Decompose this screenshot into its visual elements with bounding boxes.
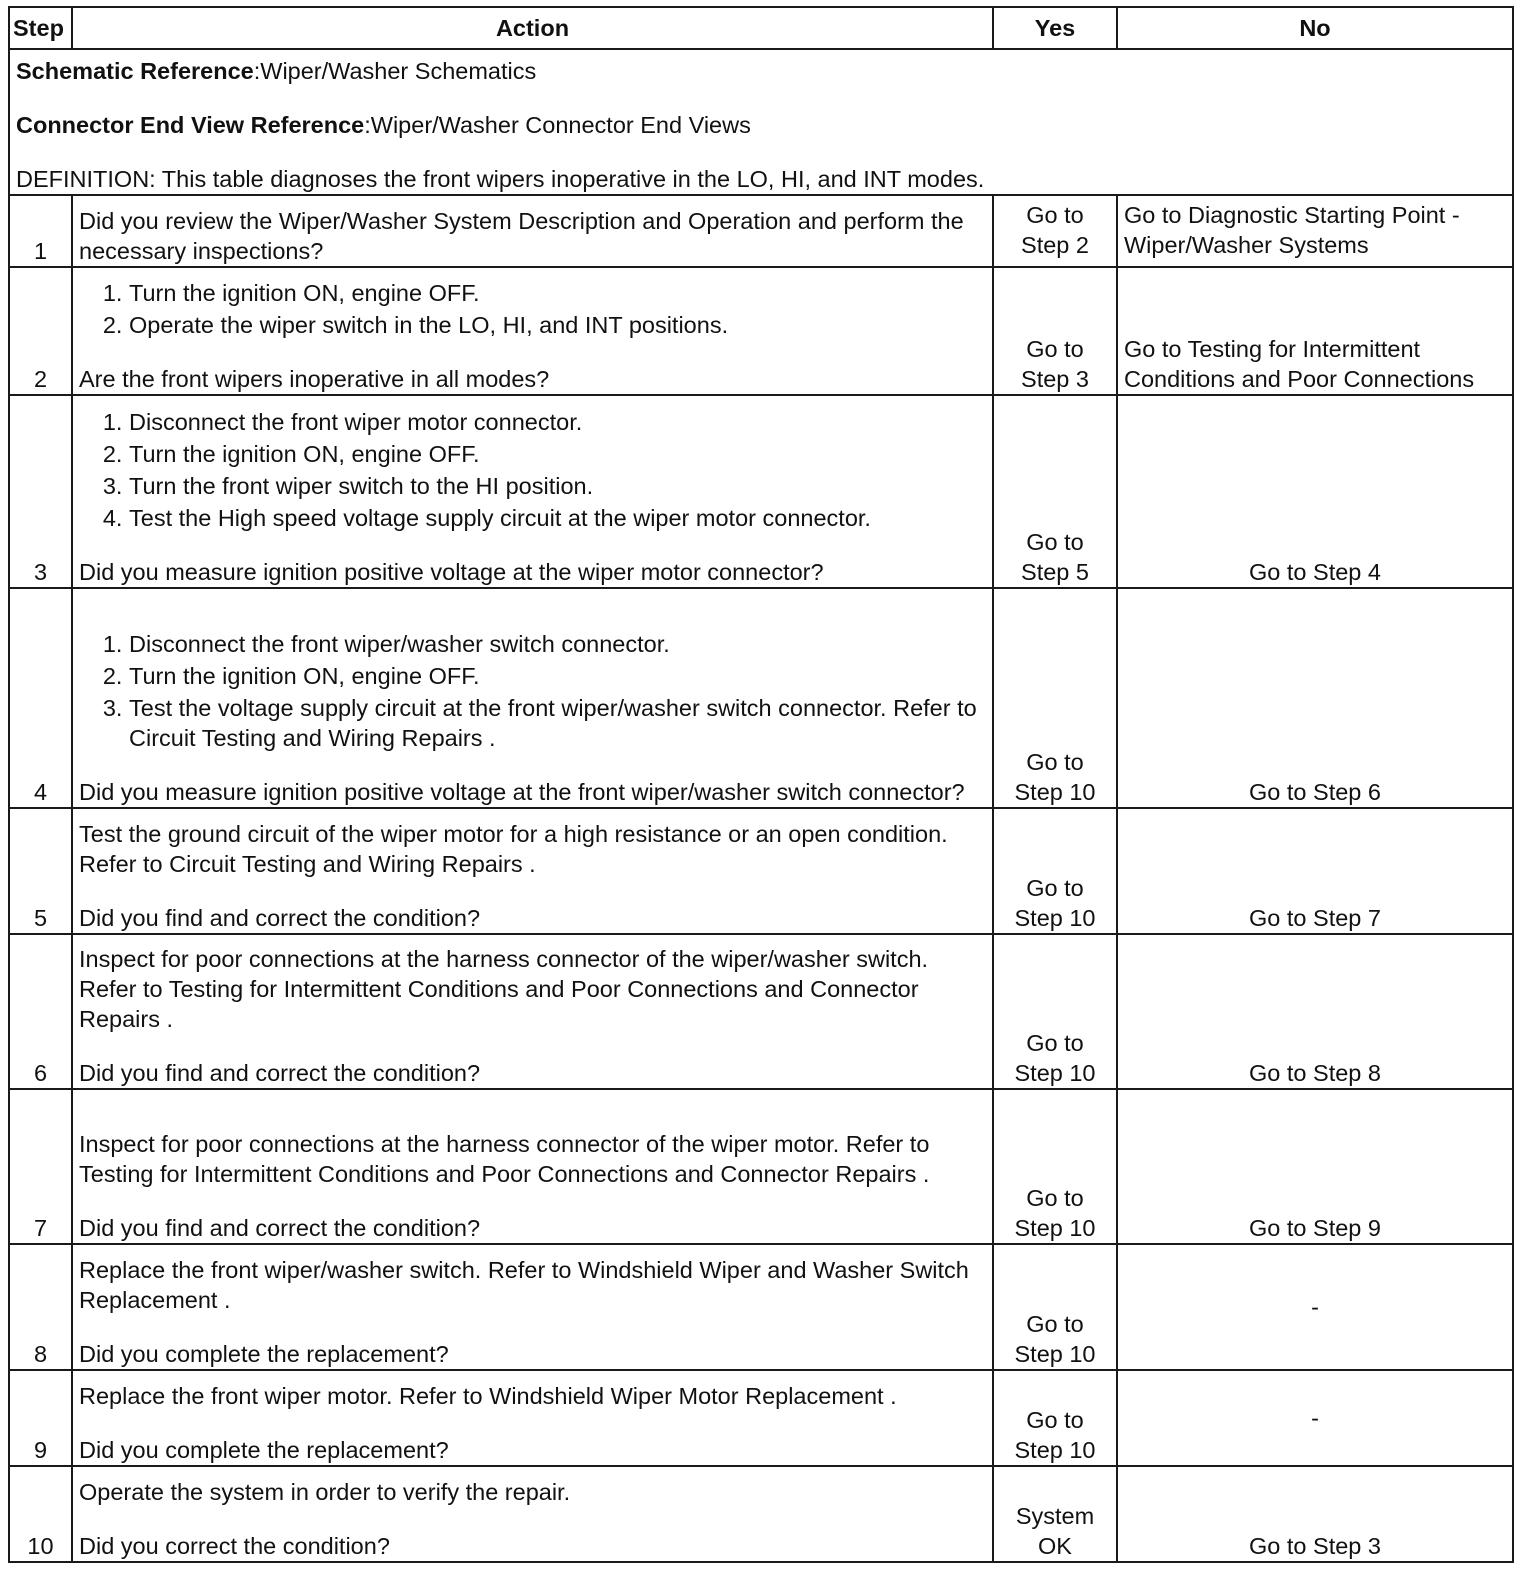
step-yes	[993, 395, 1117, 588]
step-number: 10	[9, 1466, 72, 1562]
step-question: Did you measure ignition positive voltage at the front wiper/washer switch connector?	[79, 779, 965, 805]
instruction-item: 3. Turn the front wiper switch to the HI position.	[129, 471, 986, 501]
table-row	[9, 195, 1513, 267]
step-number: 5	[9, 808, 72, 934]
no-line: Go to Step 6	[1249, 779, 1381, 805]
no-line: Go to Diagnostic Starting Point -	[1124, 202, 1460, 228]
step-yes	[993, 267, 1117, 395]
instruction-item: 2. Turn the ignition ON, engine OFF.	[129, 439, 986, 469]
yes-line: Step 10	[1014, 779, 1096, 805]
table-row	[9, 934, 1513, 1089]
no-line: -	[1311, 1405, 1319, 1431]
yes-line: Step 10	[1014, 1060, 1096, 1086]
no-line: Go to Step 4	[1249, 559, 1381, 585]
step-text: Inspect for poor connections at the harness connector of the wiper motor. Refer to Testing for Intermittent Conditions and Poor Connections and Connector Repairs .	[79, 1131, 930, 1187]
instruction-item: 2. Turn the ignition ON, engine OFF.	[129, 661, 986, 691]
header-step: Step	[9, 7, 72, 49]
step-action	[72, 267, 993, 395]
step-text: Replace the front wiper/washer switch. Refer to Windshield Wiper and Washer Switch Replacement .	[79, 1257, 969, 1313]
step-action	[72, 808, 993, 934]
instruction-item: 1. Disconnect the front wiper motor connector.	[129, 407, 986, 437]
step-no	[1117, 1244, 1513, 1370]
step-yes	[993, 808, 1117, 934]
yes-line: Step 10	[1014, 1437, 1096, 1463]
yes-line: System	[1015, 1503, 1095, 1529]
yes-line: Go to	[1026, 529, 1084, 555]
table-row	[9, 1370, 1513, 1466]
yes-line: Go to	[1026, 336, 1084, 362]
table-header-row	[9, 7, 1513, 49]
instruction-item: 2. Operate the wiper switch in the LO, HI, and INT positions.	[129, 310, 986, 340]
step-yes	[993, 1089, 1117, 1244]
schematic-reference-label: Schematic Reference	[16, 58, 254, 84]
yes-line: Step 5	[1021, 559, 1089, 585]
table-row	[9, 1089, 1513, 1244]
diagnostic-page	[8, 6, 1514, 1563]
instruction-item: 3. Test the voltage supply circuit at the front wiper/washer switch connector. Refer to Circuit Testing and Wiring Repairs .	[129, 693, 986, 753]
no-line: Go to Testing for Intermittent	[1124, 336, 1421, 362]
yes-line: Step 10	[1014, 1215, 1096, 1241]
step-question: Did you find and correct the condition?	[79, 1060, 481, 1086]
step-yes	[993, 195, 1117, 267]
step-yes	[993, 588, 1117, 808]
no-line: -	[1311, 1294, 1319, 1320]
step-question: Did you review the Wiper/Washer System Description and Operation and perform the necessary inspections?	[79, 208, 964, 264]
step-number: 6	[9, 934, 72, 1089]
instruction-item: 4. Test the High speed voltage supply circuit at the wiper motor connector.	[129, 503, 986, 533]
step-action	[72, 588, 993, 808]
table-row	[9, 267, 1513, 395]
step-action	[72, 195, 993, 267]
step-number: 4	[9, 588, 72, 808]
step-no	[1117, 934, 1513, 1089]
yes-line: Step 3	[1021, 366, 1089, 392]
step-text: Replace the front wiper motor. Refer to Windshield Wiper Motor Replacement .	[79, 1383, 897, 1409]
step-action	[72, 1370, 993, 1466]
diagnostic-table	[8, 6, 1514, 1563]
step-number: 9	[9, 1370, 72, 1466]
table-row	[9, 395, 1513, 588]
step-text: Test the ground circuit of the wiper motor for a high resistance or an open condition. Refer to Circuit Testing and Wiring Repairs .	[79, 821, 948, 877]
yes-line: Step 10	[1014, 905, 1096, 931]
step-yes	[993, 1466, 1117, 1562]
step-instructions	[79, 278, 986, 340]
step-question: Did you correct the condition?	[79, 1533, 390, 1559]
step-no	[1117, 1089, 1513, 1244]
step-no	[1117, 1466, 1513, 1562]
step-question: Did you complete the replacement?	[79, 1341, 449, 1367]
table-row	[9, 1466, 1513, 1562]
instruction-item: 1. Turn the ignition ON, engine OFF.	[129, 278, 986, 308]
step-yes	[993, 1244, 1117, 1370]
yes-line: Step 2	[1021, 232, 1089, 258]
yes-line: Go to	[1026, 1311, 1084, 1337]
schematic-reference-value: :Wiper/Washer Schematics	[253, 58, 537, 84]
step-number: 8	[9, 1244, 72, 1370]
table-row	[9, 808, 1513, 934]
connector-reference-label: Connector End View Reference	[16, 112, 365, 138]
step-instructions	[79, 629, 986, 753]
step-question: Did you find and correct the condition?	[79, 905, 481, 931]
step-question: Did you measure ignition positive voltage at the wiper motor connector?	[79, 559, 824, 585]
yes-line: Go to	[1026, 1030, 1084, 1056]
step-question: Are the front wipers inoperative in all modes?	[79, 366, 550, 392]
step-number: 3	[9, 395, 72, 588]
step-no	[1117, 267, 1513, 395]
step-yes	[993, 1370, 1117, 1466]
instruction-item: 1. Disconnect the front wiper/washer switch connector.	[129, 629, 986, 659]
step-yes	[993, 934, 1117, 1089]
header-no: No	[1117, 7, 1513, 49]
step-action	[72, 1089, 993, 1244]
step-no	[1117, 395, 1513, 588]
yes-line: OK	[1038, 1533, 1072, 1559]
step-instructions	[79, 407, 986, 533]
yes-line: Go to	[1026, 1185, 1084, 1211]
table-row	[9, 588, 1513, 808]
step-no	[1117, 588, 1513, 808]
no-line: Go to Step 9	[1249, 1215, 1381, 1241]
schematic-reference	[16, 56, 1506, 86]
no-line: Go to Step 3	[1249, 1533, 1381, 1559]
references-cell	[9, 49, 1513, 195]
no-line: Wiper/Washer Systems	[1124, 232, 1369, 258]
no-line: Conditions and Poor Connections	[1124, 366, 1475, 392]
yes-line: Step 10	[1014, 1341, 1096, 1367]
connector-reference	[16, 110, 1506, 140]
no-line: Go to Step 8	[1249, 1060, 1381, 1086]
step-no	[1117, 195, 1513, 267]
yes-line: Go to	[1026, 749, 1084, 775]
step-question: Did you find and correct the condition?	[79, 1215, 481, 1241]
connector-reference-value: :Wiper/Washer Connector End Views	[364, 112, 751, 138]
step-action	[72, 395, 993, 588]
no-line: Go to Step 7	[1249, 905, 1381, 931]
step-question: Did you complete the replacement?	[79, 1437, 449, 1463]
definition-text: DEFINITION: This table diagnoses the front wipers inoperative in the LO, HI, and INT modes.	[16, 166, 985, 192]
step-text: Operate the system in order to verify the repair.	[79, 1479, 571, 1505]
references-row	[9, 49, 1513, 195]
step-text: Inspect for poor connections at the harness connector of the wiper/washer switch. Refer to Testing for Intermittent Conditions and Poor Connections and Connector Repairs .	[79, 946, 929, 1032]
header-yes: Yes	[993, 7, 1117, 49]
yes-line: Go to	[1026, 875, 1084, 901]
yes-line: Go to	[1026, 1407, 1084, 1433]
step-number: 7	[9, 1089, 72, 1244]
step-action	[72, 934, 993, 1089]
header-action: Action	[72, 7, 993, 49]
yes-line: Go to	[1026, 202, 1084, 228]
table-row	[9, 1244, 1513, 1370]
step-no	[1117, 1370, 1513, 1466]
step-no	[1117, 808, 1513, 934]
step-action	[72, 1244, 993, 1370]
step-number: 2	[9, 267, 72, 395]
step-action	[72, 1466, 993, 1562]
step-number: 1	[9, 195, 72, 267]
